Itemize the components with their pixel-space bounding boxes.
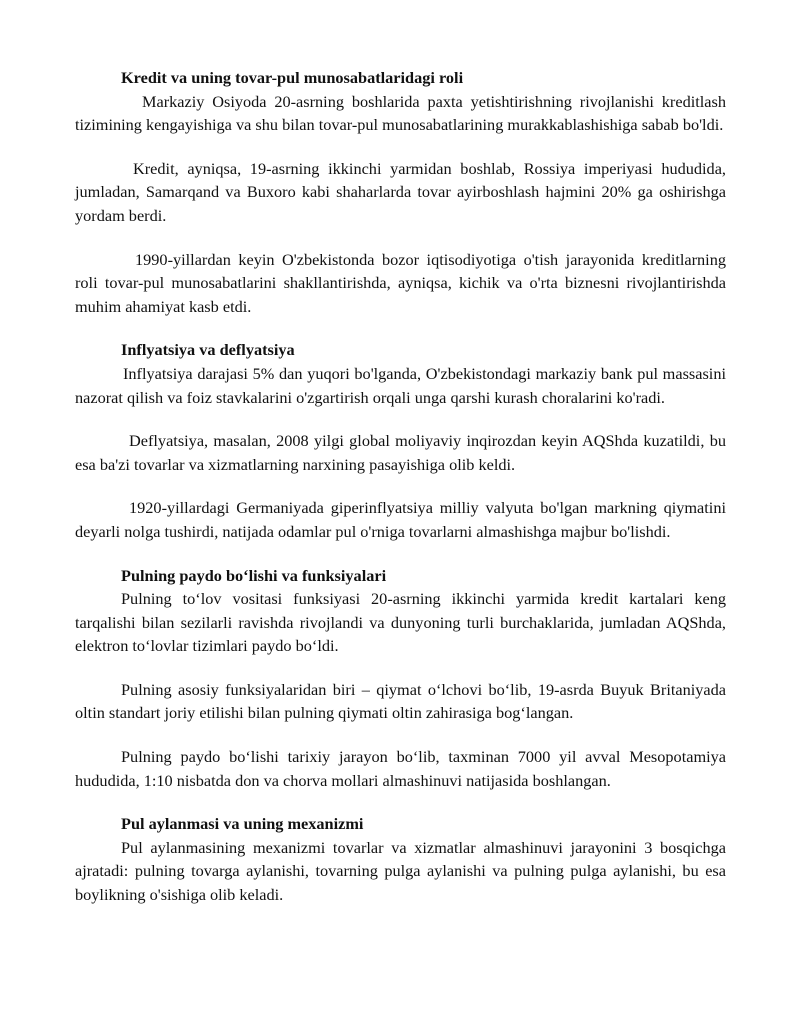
paragraph: 1990-yillardan keyin O'zbekistonda bozor iqtisodiyotiga o'tish jarayonida kreditlarning roli tovar-pul munosabatlarini shakllantirishda, ayniqsa, kichik va o'rta biznesni rivojlantirishda muhim ahamiyat kasb etdi. [75,249,726,316]
paragraph: Kredit, ayniqsa, 19-asrning ikkinchi yarmidan boshlab, Rossiya imperiyasi hududida, jumladan, Samarqand va Buxoro kabi shaharlarda tovar ayirboshlash hajmini 20% ga oshirishga yordam berdi. [75,158,726,225]
paragraph: Deflyatsiya, masalan, 2008 yilgi global moliyaviy inqirozdan keyin AQShda kuzatildi, bu esa ba'zi tovarlar va xizmatlarning narxining pasayishiga olib keldi. [75,431,726,474]
paragraph: Pulning asosiy funksiyalaridan biri – qiymat o‘lchovi bo‘lib, 19-asrda Buyuk Britaniyada oltin standart joriy etilishi bilan pulning qiymati oltin zahirasiga bog‘langan. [75,679,726,723]
section-heading: Pulning paydo bo‘lishi va funksiyalari [121,565,387,585]
paragraph: Pulning paydo bo‘lishi tarixiy jarayon bo‘lib, taxminan 7000 yil avval Mesopotamiya hududida, 1:10 nisbatda don va chorva mollari almashinuvi natijasida boshlangan. [75,747,726,790]
paragraph: 1920-yillardagi Germaniyada giperinflyatsiya milliy valyuta bo'lgan markning qiymatini deyarli nolga tushirdi, natijada odamlar pul o'rniga tovarlarni almashishga majbur bo'lishdi. [75,498,726,541]
section-heading: Inflyatsiya va deflyatsiya [121,340,295,360]
section-heading: Kredit va uning tovar-pul munosabatlaridagi roli [121,68,464,87]
section-heading: Pul aylanmasi va uning mexanizmi [121,814,364,834]
document-page [75,66,726,907]
paragraph: Markaziy Osiyoda 20-asrning boshlarida paxta yetishtirishning rivojlanishi kreditlash tizimining kengayishiga va shu bilan tovar-pul munosabatlarining murakkablashishiga sabab bo'ldi. [75,91,726,135]
paragraph: Pulning to‘lov vositasi funksiyasi 20-asrning ikkinchi yarmida kredit kartalari keng tarqalishi bilan sezilarli ravishda rivojlandi va dunyoning turli burchaklarida, jumladan AQShda, elektron to‘lovlar tizimlari paydo bo‘ldi. [75,589,726,656]
paragraph: Pul aylanmasining mexanizmi tovarlar va xizmatlar almashinuvi jarayonini 3 bosqichga ajratadi: pulning tovarga aylanishi, tovarning pulga aylanishi va pulning pulga aylanishi, bu esa boylikning o'sishiga olib keladi. [75,837,726,905]
paragraph: Inflyatsiya darajasi 5% dan yuqori bo'lganda, O'zbekistondagi markaziy bank pul massasini nazorat qilish va foiz stavkalarini o'zgartirish orqali unga qarshi kurash choralarini ko'radi. [75,363,726,407]
